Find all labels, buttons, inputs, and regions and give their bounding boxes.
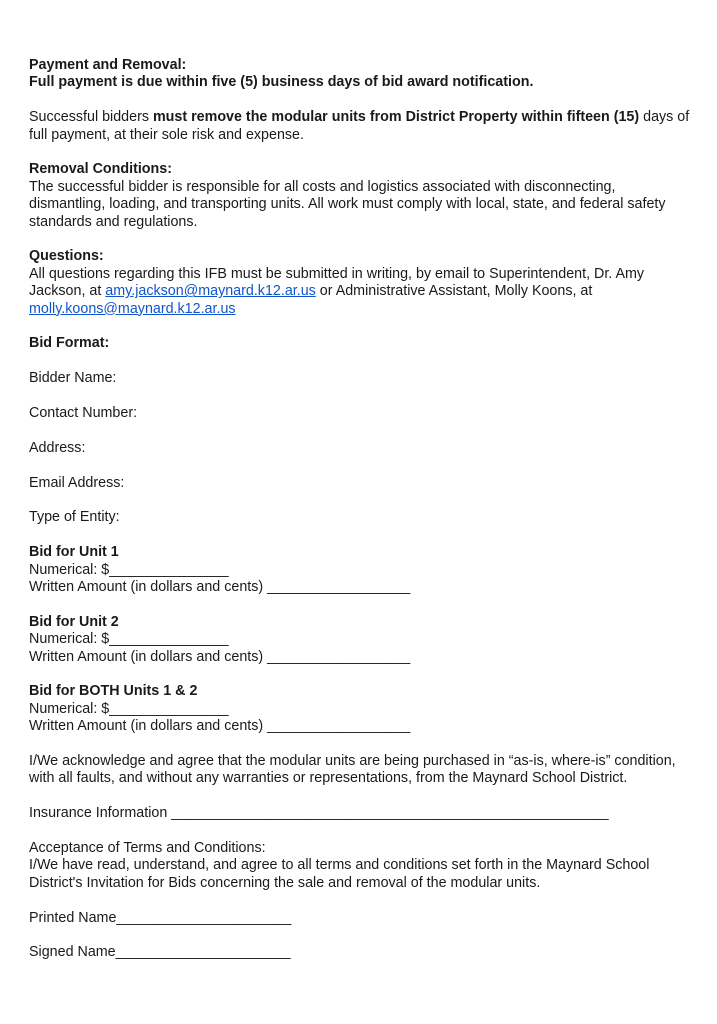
signed-name-field: Signed Name______________________: [29, 944, 291, 961]
bidder-name-field: Bidder Name:: [29, 370, 117, 387]
questions-heading: Questions:: [29, 248, 104, 265]
bid-both-units-numerical: Numerical: $_______________: [29, 700, 229, 717]
contact-number-field: Contact Number:: [29, 405, 138, 422]
bid-unit-2-heading: Bid for Unit 2: [29, 613, 119, 630]
email-link-amy-jackson[interactable]: amy.jackson@maynard.k12.ar.us: [105, 283, 316, 300]
bid-unit-2-written: Written Amount (in dollars and cents) __________________: [29, 648, 411, 665]
acceptance-heading: Acceptance of Terms and Conditions:: [29, 840, 266, 857]
entity-type-field: Type of Entity:: [29, 509, 120, 526]
bid-unit-1-written: Written Amount (in dollars and cents) __________________: [29, 579, 411, 596]
insurance-information-field: Insurance Information _______________________________________________________: [29, 805, 609, 822]
removal-conditions-heading: Removal Conditions:: [29, 161, 172, 178]
acceptance-body: I/We have read, understand, and agree to all terms and conditions set forth in the Maynard School District's Invitation for Bids concerning the sale and removal of the modular units.: [29, 857, 650, 891]
bid-unit-1-numerical: Numerical: $_______________: [29, 561, 229, 578]
email-link-molly-koons[interactable]: molly.koons@maynard.k12.ar.us: [29, 300, 236, 317]
removal-requirement-text: Successful bidders must remove the modular units from District Property within fifteen (15) days of full payment, at their sole risk and expense.: [29, 109, 690, 143]
printed-name-field: Printed Name______________________: [29, 909, 292, 926]
acknowledgement-text: I/We acknowledge and agree that the modular units are being purchased in “as-is, where-is” condition, with all faults, and without any warranties or representations, from the Maynard School District.: [29, 753, 676, 787]
bid-both-units-heading: Bid for BOTH Units 1 & 2: [29, 683, 198, 700]
questions-body: All questions regarding this IFB must be submitted in writing, by email to Superintendent, Dr. Amy Jackson, at amy.jackson@maynard.k12.ar.us or Administrative Assistant, Molly Koons, at molly.koons@maynard.k12.ar.us: [29, 265, 645, 317]
removal-conditions-body: The successful bidder is responsible for all costs and logistics associated with disconnecting, dismantling, loading, and transporting units. All work must comply with local, state, and federal safety standards and regulations.: [29, 178, 666, 230]
payment-heading: Payment and Removal:: [29, 57, 187, 73]
email-address-field: Email Address:: [29, 474, 125, 491]
bid-format-heading: Bid Format:: [29, 335, 110, 352]
payment-due-text: Full payment is due within five (5) business days of bid award notification.: [29, 74, 534, 91]
bid-unit-2-numerical: Numerical: $_______________: [29, 631, 229, 648]
document-body: [29, 57, 694, 962]
bid-both-units-written: Written Amount (in dollars and cents) __________________: [29, 718, 411, 735]
address-field: Address:: [29, 439, 86, 456]
bid-unit-1-heading: Bid for Unit 1: [29, 544, 119, 561]
